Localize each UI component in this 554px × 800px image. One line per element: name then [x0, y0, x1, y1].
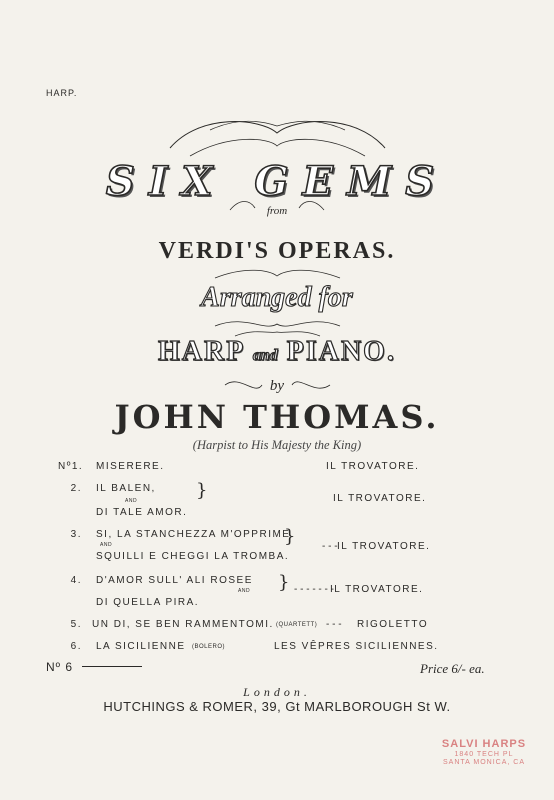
piece-2-brace: } — [196, 480, 208, 501]
source-title: VERDI'S OPERAS. — [158, 238, 396, 264]
piece-3-opera: IL TROVATORE. — [337, 541, 431, 552]
arranged-for: Arranged for — [201, 282, 353, 313]
issue-number: Nº 6 — [46, 660, 74, 674]
piece-2-and: AND — [125, 498, 138, 504]
piece-3-brace: } — [284, 526, 296, 547]
instrument-and: and — [252, 347, 278, 364]
piece-2-number: 2. — [70, 483, 82, 494]
ownership-stamp — [420, 738, 548, 767]
piece-5-title: UN DI, SE BEN RAMMENTOMI. — [92, 619, 274, 630]
piece-4-title-b: DI QUELLA PIRA. — [96, 597, 200, 608]
piece-4-opera: IL TROVATORE. — [330, 584, 424, 595]
price: Price 6/- ea. — [420, 661, 485, 676]
piece-1-number: Nº1. — [58, 461, 84, 472]
instruments — [0, 336, 554, 368]
instrument-harp: HARP — [158, 336, 244, 367]
piece-2-title-a: IL BALEN, — [96, 483, 156, 494]
composer-note: (Harpist to His Majesty the King) — [192, 438, 362, 452]
piece-6-opera: LES VÊPRES SICILIENNES. — [274, 641, 439, 652]
piece-4-number: 4. — [70, 575, 82, 586]
stamp-line-3: SANTA MONICA, CA — [443, 758, 525, 766]
from-word: from — [266, 205, 288, 217]
composer-name: JOHN THOMAS. — [114, 398, 440, 436]
piece-4-leader: - - - - - - - — [294, 584, 334, 595]
publisher: HUTCHINGS & ROMER, 39, Gt MARLBOROUGH St W. — [103, 699, 451, 714]
main-title: SIX GEMS — [105, 158, 449, 205]
from-flourish — [0, 196, 554, 222]
piece-2-title-b: DI TALE AMOR. — [96, 507, 188, 518]
stamp-line-1: SALVI HARPS — [441, 738, 527, 750]
piece-6-number: 6. — [70, 641, 82, 652]
piece-5-number: 5. — [70, 619, 82, 630]
piece-1-title: MISERERE. — [96, 461, 165, 472]
instrument-piano: PIANO. — [286, 336, 396, 367]
piece-3-title-b: SQUILLI E CHEGGI LA TROMBA. — [96, 551, 290, 562]
stamp-line-2: 1840 TECH PL — [454, 750, 514, 758]
piece-5-leader: - - - — [326, 619, 342, 630]
piece-3-number: 3. — [70, 529, 82, 540]
piece-4-brace: } — [278, 572, 290, 593]
piece-4-title-a: D'AMOR SULL' ALI ROSEE — [96, 575, 253, 586]
piece-1-opera: IL TROVATORE. — [326, 461, 420, 472]
number-rule — [82, 666, 142, 667]
piece-3-leader: - - - — [322, 541, 338, 552]
piece-4-and: AND — [238, 588, 251, 594]
piece-5-note: (QUARTETT) — [276, 622, 318, 628]
piece-3-and: AND — [100, 542, 113, 548]
by-word: by — [269, 378, 285, 394]
part-label: HARP. — [46, 88, 78, 98]
piece-2-opera: IL TROVATORE. — [333, 493, 427, 504]
piece-3-title-a: SI, LA STANCHEZZA M'OPPRIME — [96, 529, 291, 540]
imprint-city: London. — [243, 685, 311, 699]
piece-6-title: LA SICILIENNE — [96, 641, 186, 652]
piece-6-note: (BOLERO) — [192, 644, 226, 650]
piece-5-opera: RIGOLETTO — [357, 619, 429, 630]
